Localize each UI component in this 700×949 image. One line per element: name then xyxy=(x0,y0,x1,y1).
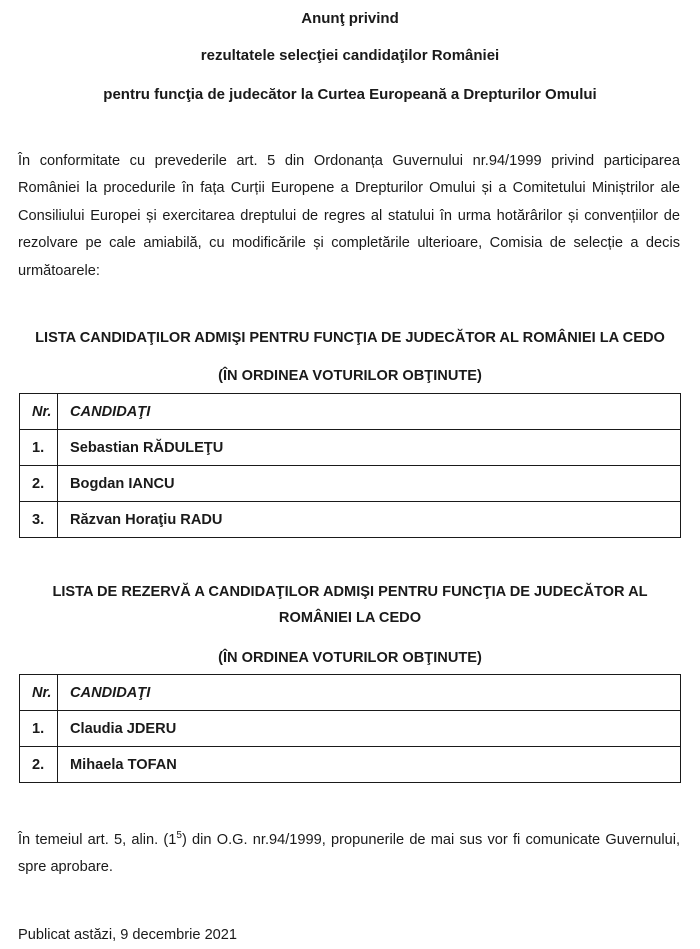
closing-text-start: În temeiul art. 5, alin. (1 xyxy=(18,831,177,848)
candidate-name: Răzvan Horaţiu RADU xyxy=(58,502,681,538)
candidate-name: Bogdan IANCU xyxy=(58,466,681,502)
table-header-row xyxy=(20,675,681,711)
candidates-column-header: CANDIDAŢI xyxy=(58,675,681,711)
closing-superscript: 5 xyxy=(176,830,182,841)
nr-column-header: Nr. xyxy=(20,675,58,711)
candidates-column-header: CANDIDAŢI xyxy=(58,394,681,430)
list2-table xyxy=(19,674,681,783)
list1-subheading: (ÎN ORDINEA VOTURILOR OBŢINUTE) xyxy=(218,368,482,384)
table-row xyxy=(20,747,681,783)
closing-paragraph xyxy=(18,822,680,882)
row-number: 3. xyxy=(20,502,58,538)
candidate-name: Sebastian RĂDULEŢU xyxy=(58,430,681,466)
title-line-1: Anunţ privind xyxy=(301,10,399,27)
nr-column-header: Nr. xyxy=(20,394,58,430)
table-header-row xyxy=(20,394,681,430)
candidate-name: Mihaela TOFAN xyxy=(58,747,681,783)
row-number: 2. xyxy=(20,747,58,783)
list1-table xyxy=(19,393,681,538)
intro-paragraph: În conformitate cu prevederile art. 5 din Ordonanța Guvernului nr.94/1999 privind participarea României la procedurile în fața Curții Europene a Drepturilor Omului și a Comitetului Miniștrilor ale Consiliului Europei și exercitarea dreptului de regres al statului în urma hotărârilor și convențiilor de rezolvare pe cale amiabilă, cu modificările și completările ulterioare, Comisia de selecție a decis următoarele: xyxy=(18,153,680,279)
title-line-2: rezultatele selecţiei candidaţilor României xyxy=(200,47,500,64)
list2-heading-line-1: LISTA DE REZERVĂ A CANDIDAŢILOR ADMIŞI PENTRU FUNCŢIA DE JUDECĂTOR AL xyxy=(52,584,648,600)
table-row xyxy=(20,711,681,747)
table-row xyxy=(20,502,681,538)
candidate-name: Claudia JDERU xyxy=(58,711,681,747)
list2-subheading: (ÎN ORDINEA VOTURILOR OBŢINUTE) xyxy=(218,650,482,666)
table-row xyxy=(20,430,681,466)
table-row xyxy=(20,466,681,502)
title-line-3: pentru funcţia de judecător la Curtea Europeană a Drepturilor Omului xyxy=(103,86,597,103)
row-number: 1. xyxy=(20,430,58,466)
row-number: 1. xyxy=(20,711,58,747)
publication-date: Publicat astăzi, 9 decembrie 2021 xyxy=(18,927,238,943)
list1-heading: LISTA CANDIDAŢILOR ADMIŞI PENTRU FUNCŢIA DE JUDECĂTOR AL ROMÂNIEI LA CEDO xyxy=(35,330,665,346)
row-number: 2. xyxy=(20,466,58,502)
list2-heading-line-2: ROMÂNIEI LA CEDO xyxy=(278,610,422,626)
closing-text-end: ) din O.G. nr.94/1999, propunerile de mai sus vor fi comunicate Guvernului, spre aprobare. xyxy=(18,831,680,876)
